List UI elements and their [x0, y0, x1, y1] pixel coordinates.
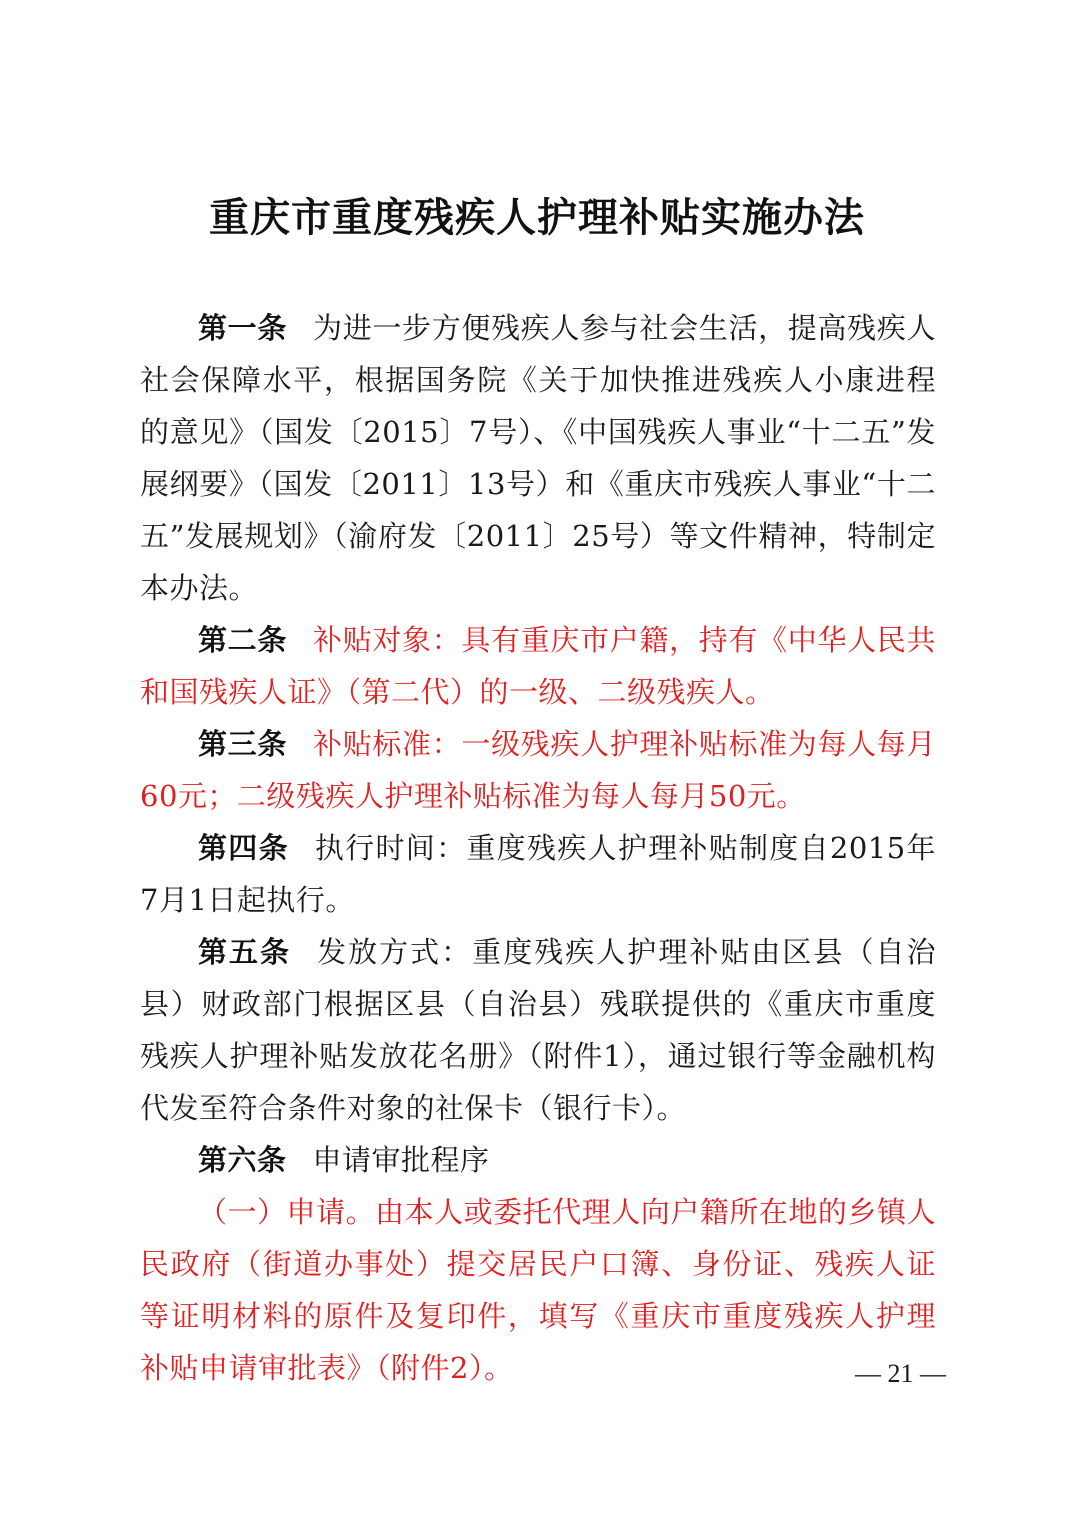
article-4 [140, 822, 936, 926]
page-number: — 21 — [855, 1359, 946, 1388]
article-5-text: 发放方式：重度残疾人护理补贴由区县（自治县）财政部门根据区县（自治县）残联提供的《重庆市重度残疾人护理补贴发放花名册》（附件1），通过银行等金融机构代发至符合条件对象的社保卡（银行卡）。 [140, 935, 936, 1125]
article-3 [140, 718, 936, 822]
article-2 [140, 614, 936, 718]
article-6 [140, 1134, 936, 1186]
article-2-label: 第二条 [198, 623, 288, 657]
article-3-text: 补贴标准：一级残疾人护理补贴标准为每人每月60元；二级残疾人护理补贴标准为每人每月50元。 [140, 727, 936, 813]
article-5 [140, 926, 936, 1134]
article-6-text: 申请审批程序 [312, 1143, 490, 1177]
article-1 [140, 302, 936, 614]
article-4-text: 执行时间：重度残疾人护理补贴制度自2015年7月1日起执行。 [140, 831, 936, 917]
article-5-label: 第五条 [198, 935, 292, 969]
article-1-label: 第一条 [198, 311, 288, 345]
subsection-1: （一）申请。由本人或委托代理人向户籍所在地的乡镇人民政府（街道办事处）提交居民户口簿、身份证、残疾人证等证明材料的原件及复印件，填写《重庆市重度残疾人护理补贴申请审批表》（附件2）。 [140, 1195, 936, 1385]
article-4-label: 第四条 [198, 831, 289, 865]
document-body [140, 302, 936, 1394]
article-3-label: 第三条 [198, 727, 288, 761]
article-1-text: 为进一步方便残疾人参与社会生活，提高残疾人社会保障水平，根据国务院《关于加快推进残疾人小康进程的意见》（国发〔2015〕7号）、《中国残疾人事业“十二五”发展纲要》（国发〔2011〕13号）和《重庆市残疾人事业“十二五”发展规划》（渝府发〔2011〕25号）等文件精神，特制定本办法。 [140, 311, 936, 605]
article-2-text: 补贴对象：具有重庆市户籍，持有《中华人民共和国残疾人证》（第二代）的一级、二级残疾人。 [140, 623, 936, 709]
document-title: 重庆市重度残疾人护理补贴实施办法 [209, 194, 865, 241]
article-6-label: 第六条 [198, 1143, 287, 1177]
